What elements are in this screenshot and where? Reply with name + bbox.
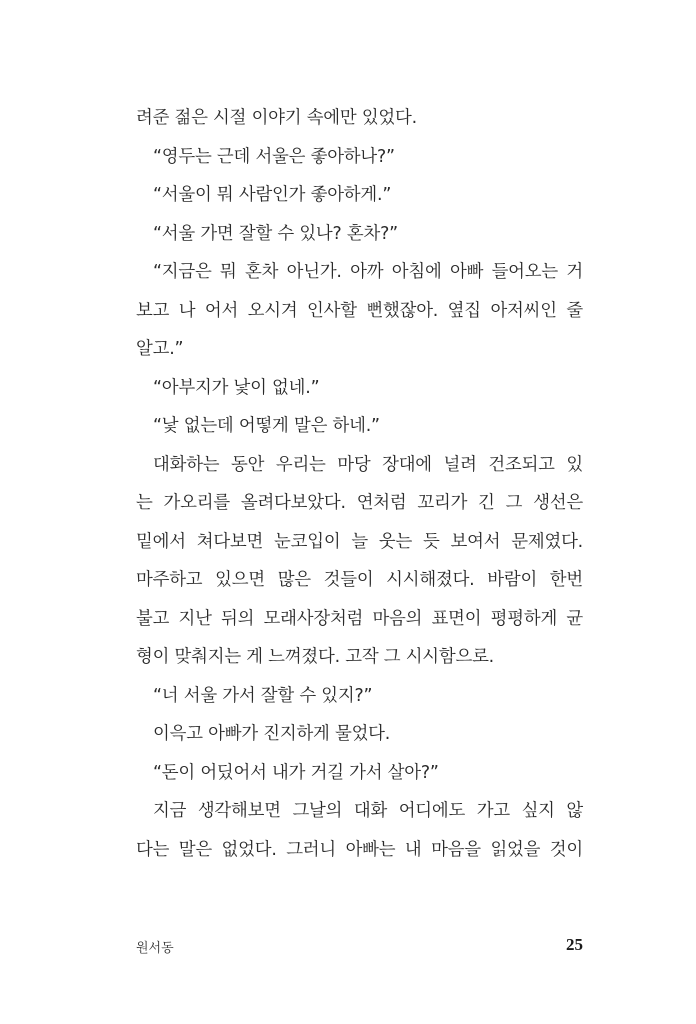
text-line: “지금은 뭐 혼차 아닌가. 아까 아침에 아빠 들어오는 거: [153, 262, 583, 282]
text-line: “너 서울 가서 잘할 수 있지?”: [153, 685, 373, 706]
text-line: 이윽고 아빠가 진지하게 물었다.: [153, 724, 391, 744]
text-line: 알고.”: [136, 339, 184, 359]
text-line: “아부지가 낯이 없네.”: [153, 377, 320, 398]
text-line: 밑에서 쳐다보면 눈코입이 늘 웃는 듯 보여서 문제였다.: [136, 531, 583, 552]
text-line: 마주하고 있으면 많은 것들이 시시해졌다. 바람이 한번: [136, 570, 583, 590]
text-line: 형이 맞춰지는 게 느껴졌다. 고작 그 시시함으로.: [136, 647, 495, 667]
text-line: 는 가오리를 올려다보았다. 연처럼 꼬리가 긴 그 생선은: [136, 493, 583, 513]
text-line: “서울이 뭐 사람인가 좋아하게.”: [153, 185, 392, 205]
text-line: 대화하는 동안 우리는 마당 장대에 널려 건조되고 있: [153, 454, 583, 475]
text-line: 보고 나 어서 오시겨 인사할 뻔했잖아. 옆집 아저씨인 줄: [136, 300, 583, 321]
running-footer-book-title: 원서동: [136, 941, 174, 956]
text-line: “서울 가면 잘할 수 있나? 혼차?”: [153, 223, 398, 244]
text-line: 불고 지난 뒤의 모래사장처럼 마음의 표면이 평평하게 균: [136, 608, 583, 629]
text-line: 려준 젊은 시절 이야기 속에만 있었다.: [136, 108, 417, 128]
text-line: “낯 없는데 어떻게 말은 하네.”: [153, 416, 380, 436]
text-line: “영두는 근데 서울은 좋아하나?”: [153, 146, 395, 167]
text-line: “돈이 어딨어서 내가 거길 가서 살아?”: [153, 762, 439, 783]
page-number: 25: [566, 935, 583, 954]
text-line: 지금 생각해보면 그날의 대화 어디에도 가고 싶지 않: [153, 801, 583, 821]
text-line: 다는 말은 없었다. 그러니 아빠는 내 마음을 읽었을 것이: [136, 839, 583, 860]
body-text: [136, 99, 583, 869]
